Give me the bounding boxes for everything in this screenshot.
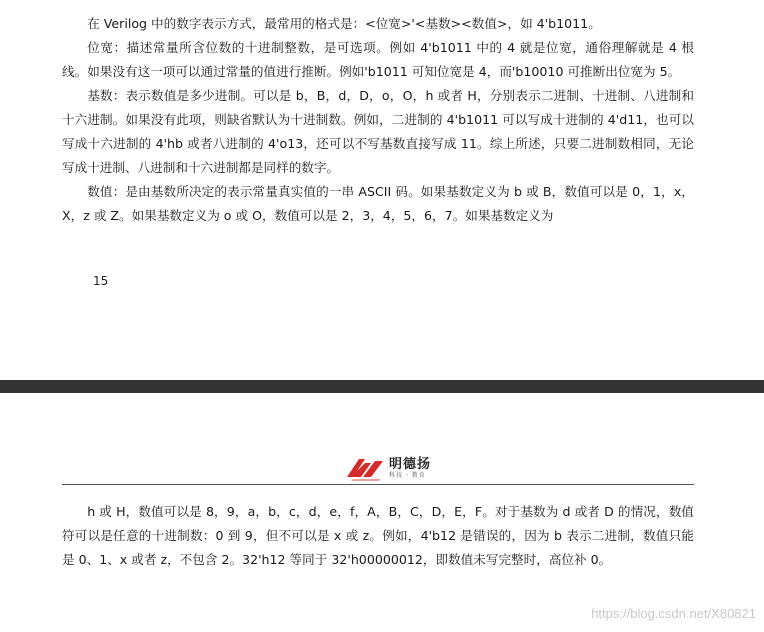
page-number: 15	[93, 274, 109, 288]
paragraph-intro: 在 Verilog 中的数字表示方式，最常用的格式是：<位宽>'<基数><数值>，如 4'b1011。	[87, 16, 601, 31]
paragraph-hex-values: h 或 H，数值可以是 8，9，a，b，c，d，e，f，A，B，C，D，E，F。对于基数为 d 或者 D 的情况，数值符可以是任意的十进制数：0 到 9，但不可以是 x 或 z。例如，4'b12 是错误的，因为 b 表示二进制，数值只能是 0、1、x 或者 z，不包含 2。32'h12 等同于 32'h00000012，即数值未写完整时，高位补 0。	[62, 504, 694, 567]
paragraph-bit-width: 位宽：描述常量所含位数的十进制整数，是可选项。例如 4'b1011 中的 4 就是位宽，通俗理解就是 4 根线。如果没有这一项可以通过常量的值进行推断。例如'b1011 可知位宽是 4，而'b10010 可推断出位宽为 5。	[62, 40, 694, 79]
brand-mark-icon	[345, 455, 385, 481]
logo-text	[389, 458, 431, 479]
logo-tagline: 科技 · 教育	[389, 471, 426, 479]
header-rule	[62, 484, 694, 485]
logo-name: 明德扬	[389, 456, 432, 472]
page-bottom-text	[62, 500, 694, 572]
company-logo	[345, 455, 431, 481]
page-separator	[0, 380, 764, 393]
csdn-watermark: https://blog.csdn.net/X80821	[591, 606, 756, 621]
paragraph-radix: 基数：表示数值是多少进制。可以是 b，B，d，D，o，O，h 或者 H，分别表示二进制、十进制、八进制和十六进制。如果没有此项，则缺省默认为十进制数。例如，二进制的 4'b1011 可以写成十进制的 4'd11，也可以写成十六进制的 4'hb 或者八进制的 4'o13，还可以不写基数直接写成 11。综上所述，只要二进制数相同，无论写成十进制、八进制和十六进制都是同样的数字。	[62, 88, 694, 175]
paragraph-value: 数值：是由基数所决定的表示常量真实值的一串 ASCII 码。如果基数定义为 b 或 B，数值可以是 0，1，x，X，z 或 Z。如果基数定义为 o 或 O，数值可以是 2，3，4，5，6，7。如果基数定义为	[62, 184, 694, 223]
page-top-text	[62, 12, 694, 228]
